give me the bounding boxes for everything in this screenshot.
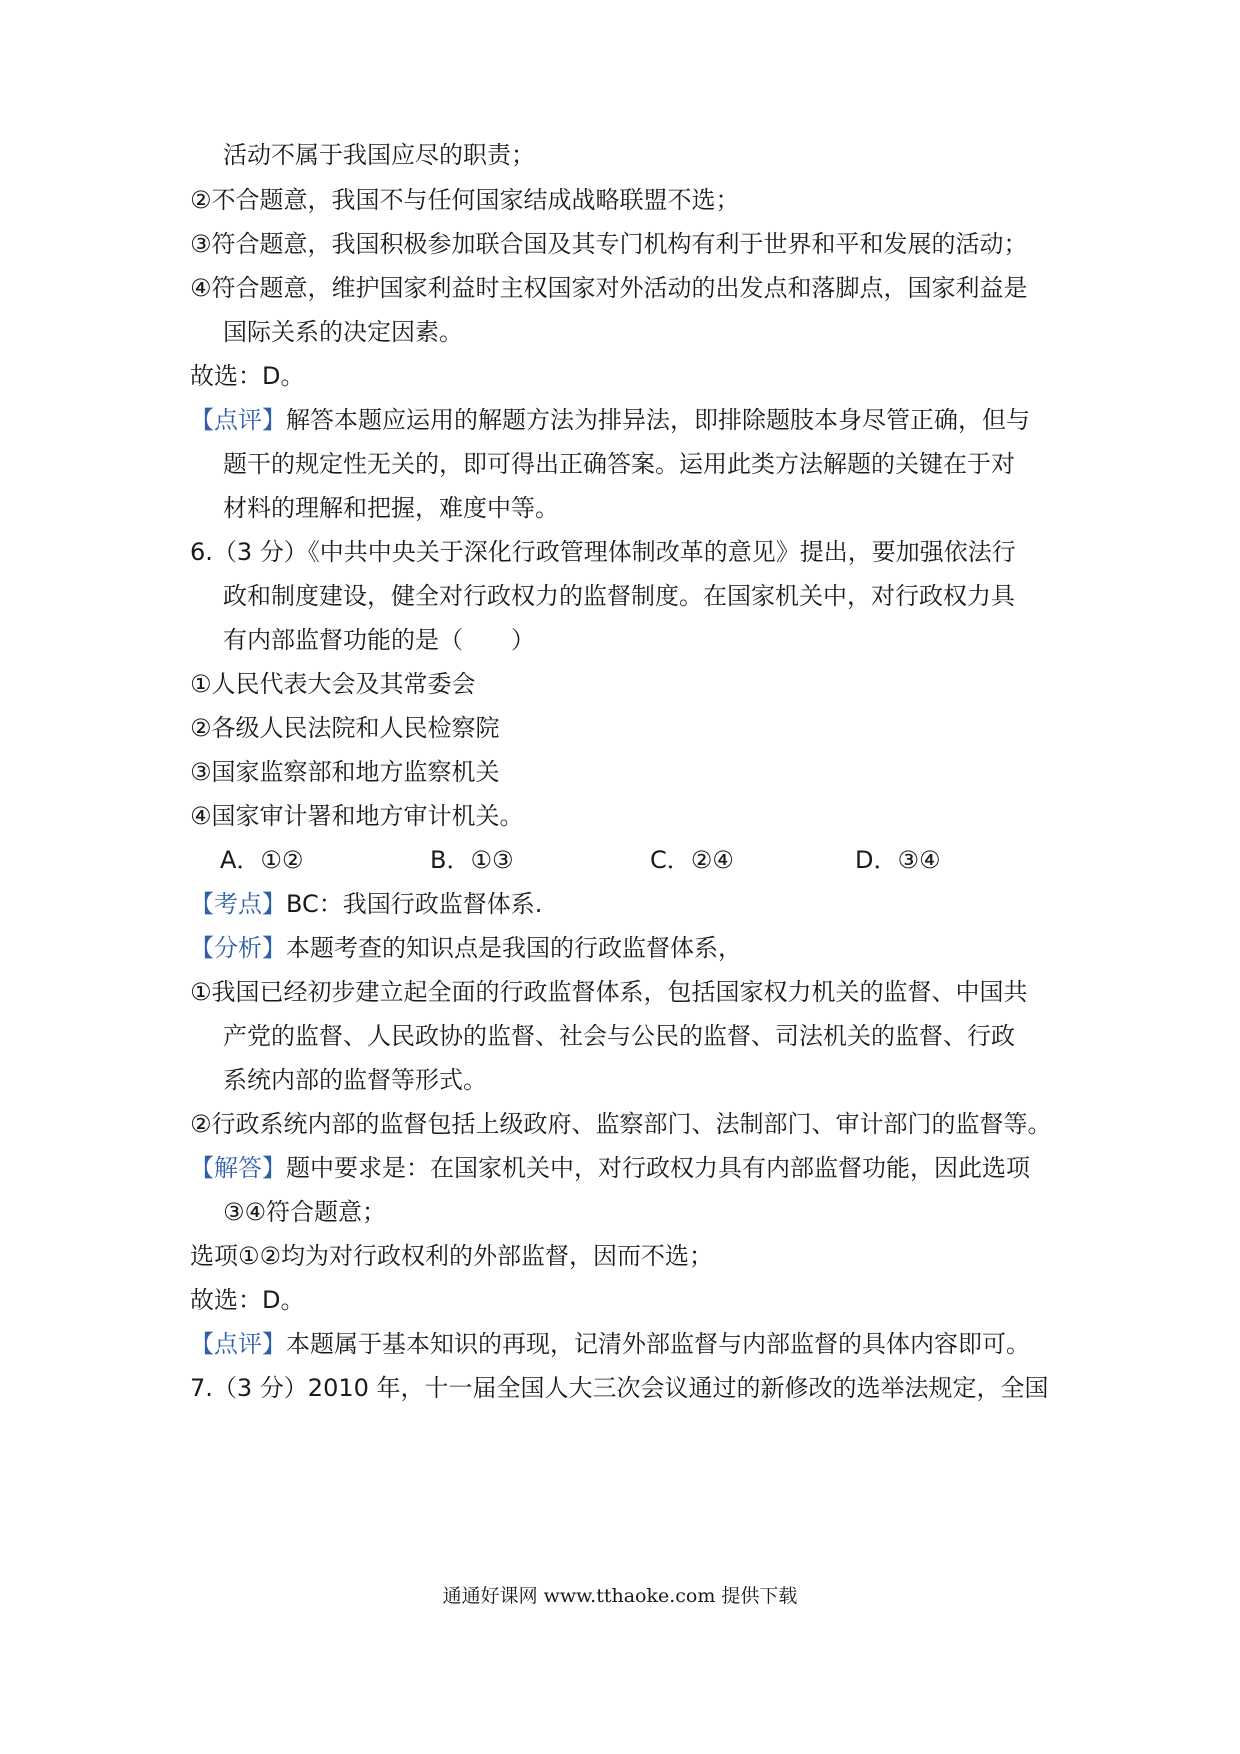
statement-2: ②各级人民法院和人民检察院 (190, 714, 500, 742)
question-6-line: 6.（3 分）《中共中央关于深化行政管理体制改革的意见》提出，要加强依法行 (190, 538, 1016, 566)
text-line: 选项①②均为对行政权利的外部监督，因而不选； (190, 1242, 714, 1270)
comment-line (190, 1329, 1060, 1359)
knowledge-point-text: BC：我国行政监督体系. (286, 890, 543, 918)
text-line: ④符合题意，维护国家利益时主权国家对外活动的出发点和落脚点，国家利益是 (190, 274, 1028, 302)
statement-4: ④国家审计署和地方审计机关。 (190, 802, 524, 830)
knowledge-point-tag: 【考点】 (190, 890, 286, 918)
text-line: 产党的监督、人民政协的监督、社会与公民的监督、司法机关的监督、行政 (223, 1022, 1015, 1050)
solution-line (190, 1153, 1060, 1183)
solution-text: 题中要求是：在国家机关中，对行政权力具有内部监督功能，因此选项 (286, 1154, 1030, 1182)
statement-1: ①人民代表大会及其常委会 (190, 670, 476, 698)
text-line: ②行政系统内部的监督包括上级政府、监察部门、法制部门、审计部门的监督等。 (190, 1110, 1052, 1138)
comment-line (190, 405, 1060, 435)
text-line: ①我国已经初步建立起全面的行政监督体系，包括国家权力机关的监督、中国共 (190, 978, 1028, 1006)
text-line: 政和制度建设，健全对行政权力的监督制度。在国家机关中，对行政权力具 (223, 582, 1015, 610)
comment-text: 本题属于基本知识的再现，记清外部监督与内部监督的具体内容即可。 (286, 1330, 1030, 1358)
text-line: ②不合题意，我国不与任何国家结成战略联盟不选； (190, 186, 740, 214)
choice-options (190, 845, 1060, 875)
text-line: 有内部监督功能的是（ ） (223, 626, 535, 654)
text-line: 活动不属于我国应尽的职责； (223, 141, 535, 169)
question-7-line: 7.（3 分）2010 年，十一届全国人大三次会议通过的新修改的选举法规定，全国 (190, 1374, 1049, 1402)
option-c: C．②④ (650, 846, 734, 874)
knowledge-point-line (190, 889, 1060, 919)
option-a: A．①② (220, 846, 304, 874)
solution-tag: 【解答】 (190, 1154, 286, 1182)
comment-tag: 【点评】 (190, 1330, 286, 1358)
analysis-tag: 【分析】 (190, 934, 286, 962)
option-d: D．③④ (855, 846, 941, 874)
comment-text: 解答本题应运用的解题方法为排异法，即排除题肢本身尽管正确，但与 (286, 406, 1030, 434)
text-line: ③④符合题意； (223, 1198, 387, 1226)
text-line: 题干的规定性无关的，即可得出正确答案。运用此类方法解题的关键在于对 (223, 450, 1015, 478)
page-footer: 通通好课网 www.tthaoke.com 提供下载 (442, 1585, 798, 1607)
answer-line: 故选：D。 (190, 1286, 305, 1314)
comment-tag: 【点评】 (190, 406, 286, 434)
text-line: 国际关系的决定因素。 (223, 318, 463, 346)
answer-line: 故选：D。 (190, 362, 305, 390)
text-line: 材料的理解和把握，难度中等。 (223, 494, 559, 522)
text-line: ③符合题意，我国积极参加联合国及其专门机构有利于世界和平和发展的活动； (190, 230, 1028, 258)
statement-3: ③国家监察部和地方监察机关 (190, 758, 500, 786)
option-b: B．①③ (430, 846, 514, 874)
analysis-text: 本题考查的知识点是我国的行政监督体系， (286, 934, 742, 962)
analysis-line (190, 933, 1060, 963)
text-line: 系统内部的监督等形式。 (223, 1066, 487, 1094)
